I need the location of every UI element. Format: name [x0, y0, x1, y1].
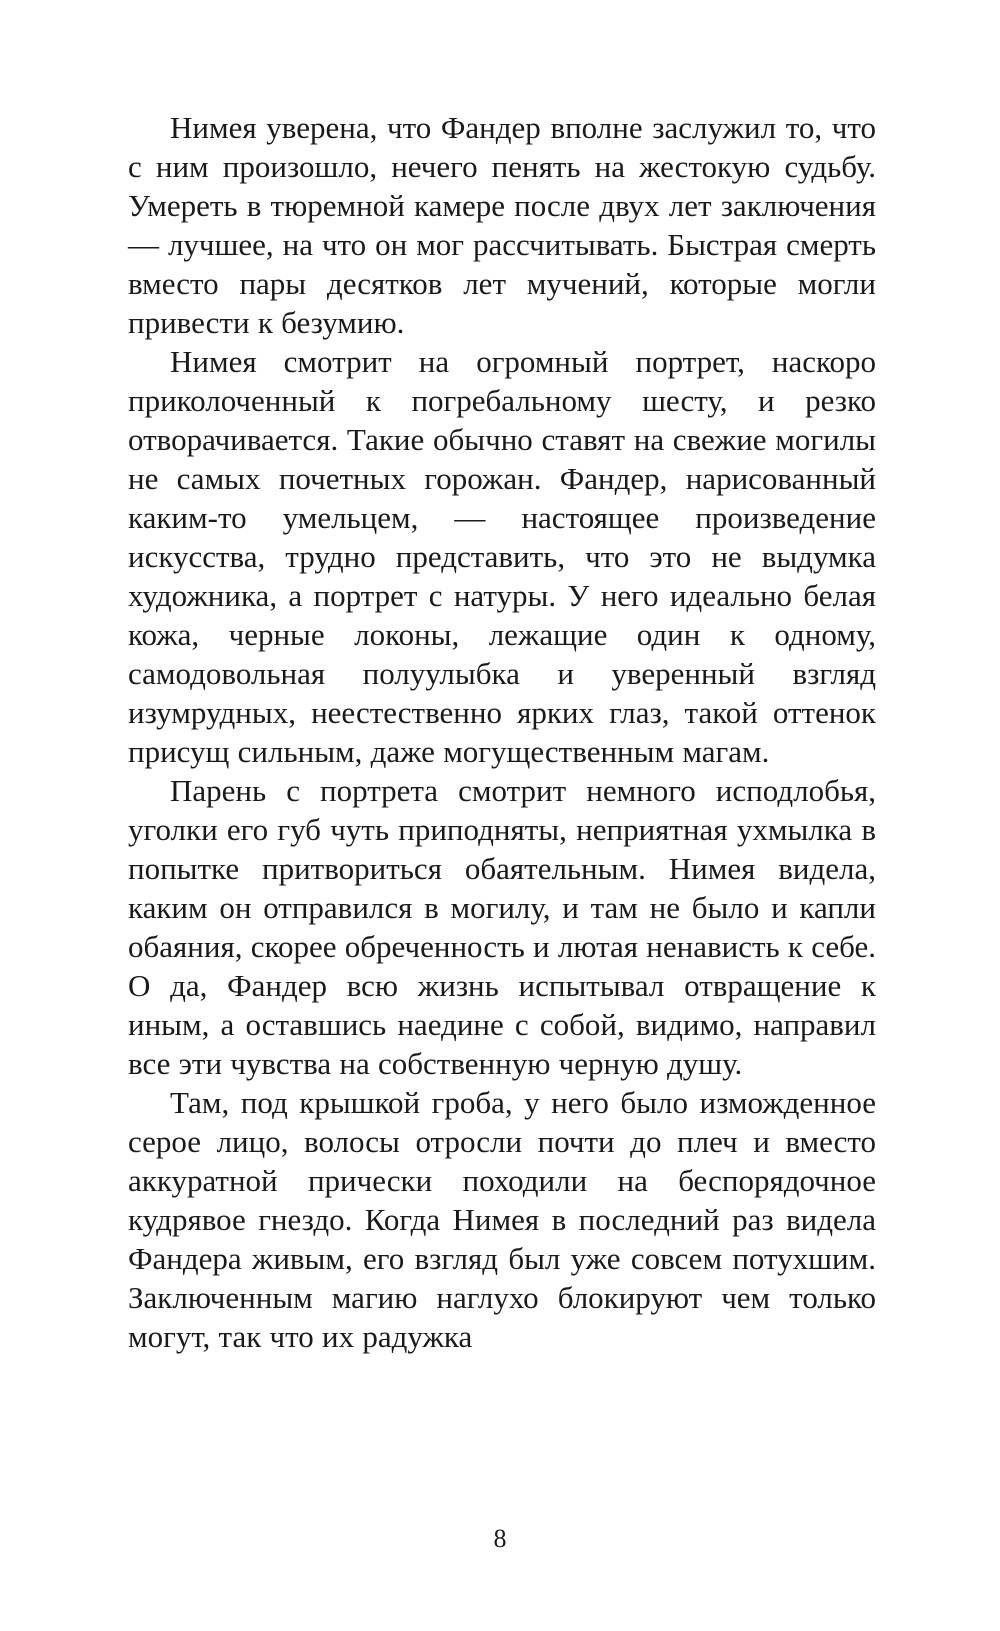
paragraph-4: Там, под крышкой гроба, у него было изможденное серое лицо, волосы отросли почти до плеч и вместо аккуратной прически походили на беспорядочное кудрявое гнездо. Когда Нимея в последний раз видела Фандера живым, его взгляд был уже совсем потухшим. Заключенным магию наглухо блокируют чем только могут, так что их радужка — [128, 1085, 876, 1354]
paragraph-2: Нимея смотрит на огромный портрет, наскоро приколоченный к погребальному шесту, и резко отворачивается. Такие обычно ставят на свежие могилы не самых почетных горожан. Фандер, нарисованный каким-то умельцем, — настоящее произведение искусства, трудно представить, что это не выдумка художника, а портрет с натуры. У него идеально белая кожа, черные локоны, лежащие один к одному, самодовольная полуулыбка и уверенный взгляд изумрудных, неестественно ярких глаз, такой оттенок присущ сильным, даже могущественным магам. — [128, 344, 876, 769]
text-body — [128, 108, 876, 1356]
paragraph-1: Нимея уверена, что Фандер вполне заслужил то, что с ним произошло, нечего пенять на жестокую судьбу. Умереть в тюремной камере после двух лет заключения — лучшее, на что он мог рассчитывать. Быстрая смерть вместо пары десятков лет мучений, которые могли привести к безумию. — [128, 110, 876, 340]
page-number: 8 — [493, 1524, 507, 1553]
paragraph-3: Парень с портрета смотрит немного исподлобья, уголки его губ чуть приподняты, неприятная ухмылка в попытке притвориться обаятельным. Нимея видела, каким он отправился в могилу, и там не было и капли обаяния, скорее обреченность и лютая ненависть к себе. О да, Фандер всю жизнь испытывал отвращение к иным, а оставшись наедине с собой, видимо, направил все эти чувства на собственную черную душу. — [128, 773, 876, 1081]
